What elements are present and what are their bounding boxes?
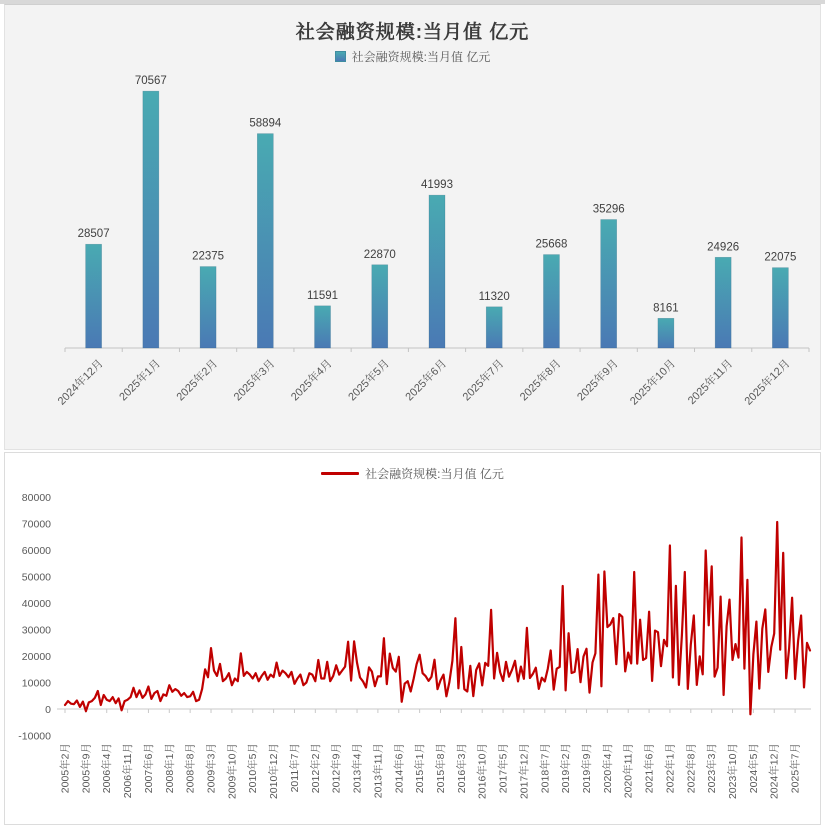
line-y-tick-label: 50000 [21,571,51,584]
line-x-tick-label: 2017年5月 [497,743,510,794]
bar[interactable] [143,91,159,348]
bar-x-tick-label: 2024年12月 [55,357,106,408]
line-chart-legend[interactable] [5,461,820,485]
bar-value-label: 22075 [764,251,797,264]
bar-chart-legend[interactable] [5,45,820,67]
bar-value-label: 35296 [592,203,625,216]
bar-x-tick-label: 2025年8月 [517,357,564,404]
bar-x-tick-label: 2025年7月 [460,357,507,404]
line-x-tick-label: 2015年8月 [434,743,447,794]
line-x-tick-label: 2006年11月 [122,743,135,799]
line-y-tick-label: -10000 [18,730,51,743]
line-x-tick-label: 2011年7月 [288,743,301,793]
line-x-tick-label: 2005年9月 [80,743,93,794]
line-x-tick-label: 2020年11月 [622,743,635,799]
line-y-tick-label: 30000 [21,624,51,637]
bar-chart-title: 社会融资规模:当月值 亿元 [295,22,530,43]
bar[interactable] [429,195,445,348]
bar-value-label: 11591 [306,289,339,302]
bar-value-label: 24926 [707,241,740,254]
line-y-tick-label: 40000 [21,598,51,610]
line-x-tick-label: 2023年10月 [727,743,740,800]
line-x-tick-label: 2019年2月 [560,743,573,794]
line-x-tick-label: 2005年2月 [59,743,72,794]
bar-value-label: 11320 [478,290,510,303]
line-x-tick-label: 2012年2月 [309,743,322,794]
bar[interactable] [715,257,731,348]
line-y-tick-label: 0 [45,704,51,716]
bar[interactable] [601,220,617,348]
bar[interactable] [257,134,273,348]
line-legend-label: 社会融资规模:当月值 亿元 [365,466,504,481]
line-x-tick-label: 2021年6月 [643,743,656,794]
line-y-tick-label: 80000 [21,492,51,504]
bar-value-label: 58894 [249,117,282,130]
bar[interactable] [543,255,559,348]
line-x-tick-label: 2019年9月 [581,743,593,794]
line-y-tick-label: 20000 [21,651,51,663]
line-x-tick-label: 2009年10月 [226,743,239,800]
bar-value-label: 8161 [653,302,679,315]
line-x-tick-label: 2016年3月 [455,743,468,794]
line-x-tick-label: 2007年6月 [142,743,155,794]
bar[interactable] [772,268,788,348]
bar-legend-label: 社会融资规模:当月值 亿元 [351,49,491,64]
line-x-tick-label: 2022年1月 [664,743,677,794]
bar[interactable] [658,318,674,348]
line-x-tick-label: 2025年7月 [789,743,802,794]
bar-x-tick-label: 2025年2月 [174,357,221,404]
line-series[interactable] [65,522,810,714]
line-x-tick-label: 2014年6月 [393,743,406,794]
bar-x-tick-label: 2025年5月 [346,357,392,404]
bar[interactable] [315,306,331,348]
bar-x-tick-label: 2025年3月 [231,357,278,404]
line-x-tick-label: 2020年4月 [601,743,614,794]
teal-square-icon [335,51,346,62]
bar-value-label: 70567 [134,75,167,88]
line-x-tick-label: 2022年8月 [685,743,698,794]
bar-value-label: 22375 [192,250,225,263]
bar-value-label: 28507 [77,228,110,241]
line-x-tick-label: 2010年12月 [268,743,281,800]
bar[interactable] [200,267,216,348]
bar[interactable] [486,307,502,348]
line-y-tick-label: 10000 [21,677,51,690]
bar-chart-plot[interactable] [5,67,814,443]
line-chart-panel [4,452,821,825]
line-x-tick-label: 2012年9月 [330,743,343,794]
line-x-tick-label: 2008年8月 [184,743,197,794]
bar-x-tick-label: 2025年9月 [575,357,621,404]
bar-value-label: 25668 [535,238,568,251]
bar[interactable] [372,265,388,348]
line-x-tick-label: 2015年1月 [414,743,427,794]
line-chart-plot[interactable] [5,485,814,826]
line-x-tick-label: 2023年3月 [706,743,719,794]
bar-x-tick-label: 2025年6月 [403,357,450,404]
line-y-tick-label: 60000 [21,545,51,557]
line-x-tick-label: 2018年7月 [539,743,552,794]
red-line-icon [321,472,359,475]
line-x-tick-label: 2024年5月 [747,743,760,794]
bar-x-tick-label: 2025年10月 [628,357,679,408]
bar-value-label: 22870 [363,248,396,261]
line-x-tick-label: 2013年4月 [351,743,364,794]
line-x-tick-label: 2009年3月 [205,743,218,794]
line-x-tick-label: 2010年5月 [247,743,260,794]
line-x-tick-label: 2013年11月 [372,743,385,799]
bar-chart-panel [4,4,821,450]
bar-x-tick-label: 2025年12月 [742,357,793,408]
line-x-tick-label: 2016年10月 [476,743,489,800]
line-y-tick-label: 70000 [21,518,51,531]
line-x-tick-label: 2006年4月 [101,743,114,794]
line-x-tick-label: 2024年12月 [768,743,781,800]
line-x-tick-label: 2017年12月 [518,743,531,800]
bar-value-label: 41993 [421,179,453,192]
bar-x-tick-label: 2025年4月 [288,357,335,404]
bar-x-tick-label: 2025年1月 [117,357,163,404]
bar[interactable] [86,244,102,348]
line-x-tick-label: 2008年1月 [163,743,176,794]
bar-x-tick-label: 2025年11月 [685,357,736,408]
